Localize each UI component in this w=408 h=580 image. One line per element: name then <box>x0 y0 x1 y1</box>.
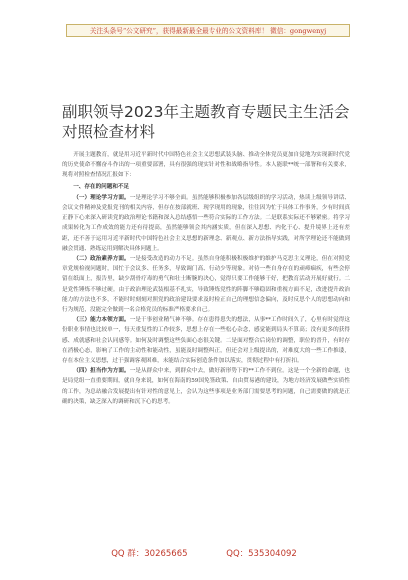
paragraph-text: 一是从群众中来，到群众中去，做好新形势下的**工作不到位。这是一个全新的命题，也是局党组一直重要期间，就自身来说，如何在海南的59国免签政策、自由贸易港的建设，为地方经济发展做些实质性的工作，为总站融合发展提出有针对性的意见上，会认为这些事项是业务部门需要思考的问题，自己需要做的就是正确的决策，缺乏深入的调研和沉下心的思考。 <box>62 368 350 405</box>
body-paragraph <box>62 254 350 315</box>
document-title: 副职领导2023年主题教育专题民主生活会对照检查材料 <box>62 103 350 142</box>
qq-text: QQ：535304092 <box>226 549 297 559</box>
body-paragraph <box>62 193 350 254</box>
intro-paragraph: 开展主题教育，就是用习近平新时代中国特色社会主义思想武装头脑、推动全体党员更加自觉地为实现新时代党的历史使命不懈奋斗作出的一项重要部署，具有很强的现实针对性和战略指导性。本人能联**统一部署和有关要求，现将对照检查情况汇报如下： <box>62 152 350 179</box>
paragraph-lead: （三）能力本领方面。 <box>73 317 130 324</box>
body-paragraph <box>62 315 350 366</box>
paragraph-lead: （二）政治素养方面。 <box>73 256 130 263</box>
top-banner: 关注头条号“公文研究”，获得最新最全最专业的公文资料库！ 微信：gongwenyj <box>66 24 350 37</box>
paragraph-lead: （一）理论学习方面。 <box>73 194 130 201</box>
paragraph-lead: （四）担当作为方面。 <box>73 368 130 375</box>
paragraph-text: 一是干事创业精气神不够。存在患得患失的想法，从事**工作时间久了，心里有时觉得这份职业事情也比较单一，每天重复性的工作较多，思想上存在一些松心杂念，感觉能到局头不算高；没有更多的获得感、成就感和社会认同感等。如何及时调整这些负面心态很关键。二是面对整合后岗位的调整，职位的晋升，有时存在消极心态，影响了工作的主动性和能动性，虽能及时调整纠正，但还会对上级提出的，对难度大的一些工作推诿，存在本位主义思想，过于强调客观困难，未能结合实际创造条件加以落实，贯彻过程中有打折扣。 <box>62 317 350 365</box>
qq-group-text: QQ 群：30265665 <box>111 549 188 559</box>
section-heading: 一、存在的问题和不足 <box>73 183 130 190</box>
document-body <box>62 150 350 407</box>
paragraph-text: 一是理论学习不够全面。虽然能够积极参加各层级组织的学习活动，热读上级领导讲话、会议文件精神及党报党刊的相关内容，但存在按部就班、现学现用的现象，往往因为忙于具体工作事务，少有时间真正静下心来深入研读党的政治理论书籍和深入总结感悟一些符合实际的工作方法。二是联系实际还不够紧密。将学习成果转化为工作成效的能力还有待提高，虽然能够领会其内涵实质，但在深入思想、内化于心、提升境界上还有差距，还不善于运用习近平新时代中国特色社会主义思想的新理念、新观点、新方法指导实践，对所学理论还不能做到融会贯通、熟练运用到解决具体问题上。 <box>62 194 350 252</box>
body-paragraph <box>62 366 350 407</box>
paragraph-text: 一是接受改造的动力不足。虽然自身能积极积极维护的维护马克思主义理论，但在对照党章党规检视问题时，国忙于会议多、任务多，导致调门高、行动少等现象。对待一些自身存在的顽瘴痼疾，有些会停留在纸面上，报告里，缺少刮骨疗毒的勇气和壮士断腕的决心，觉得只要工作能够干好，把教育活动开展好就行。二是党性锤炼不够过硬。由于政治理论武装根基不扎实，导致锤炼党性的阵脚不够稳固和重视方面不足，改进提升政治能力的方法也不多，不能时时刻刻对照党的政治建设要求及时检正自己的理想信念偏向，及时反思个人的思想动向和行为规范，没能完全做到一名合格党员的标准严格要求自己。 <box>62 256 350 314</box>
contact-footer <box>0 547 408 559</box>
